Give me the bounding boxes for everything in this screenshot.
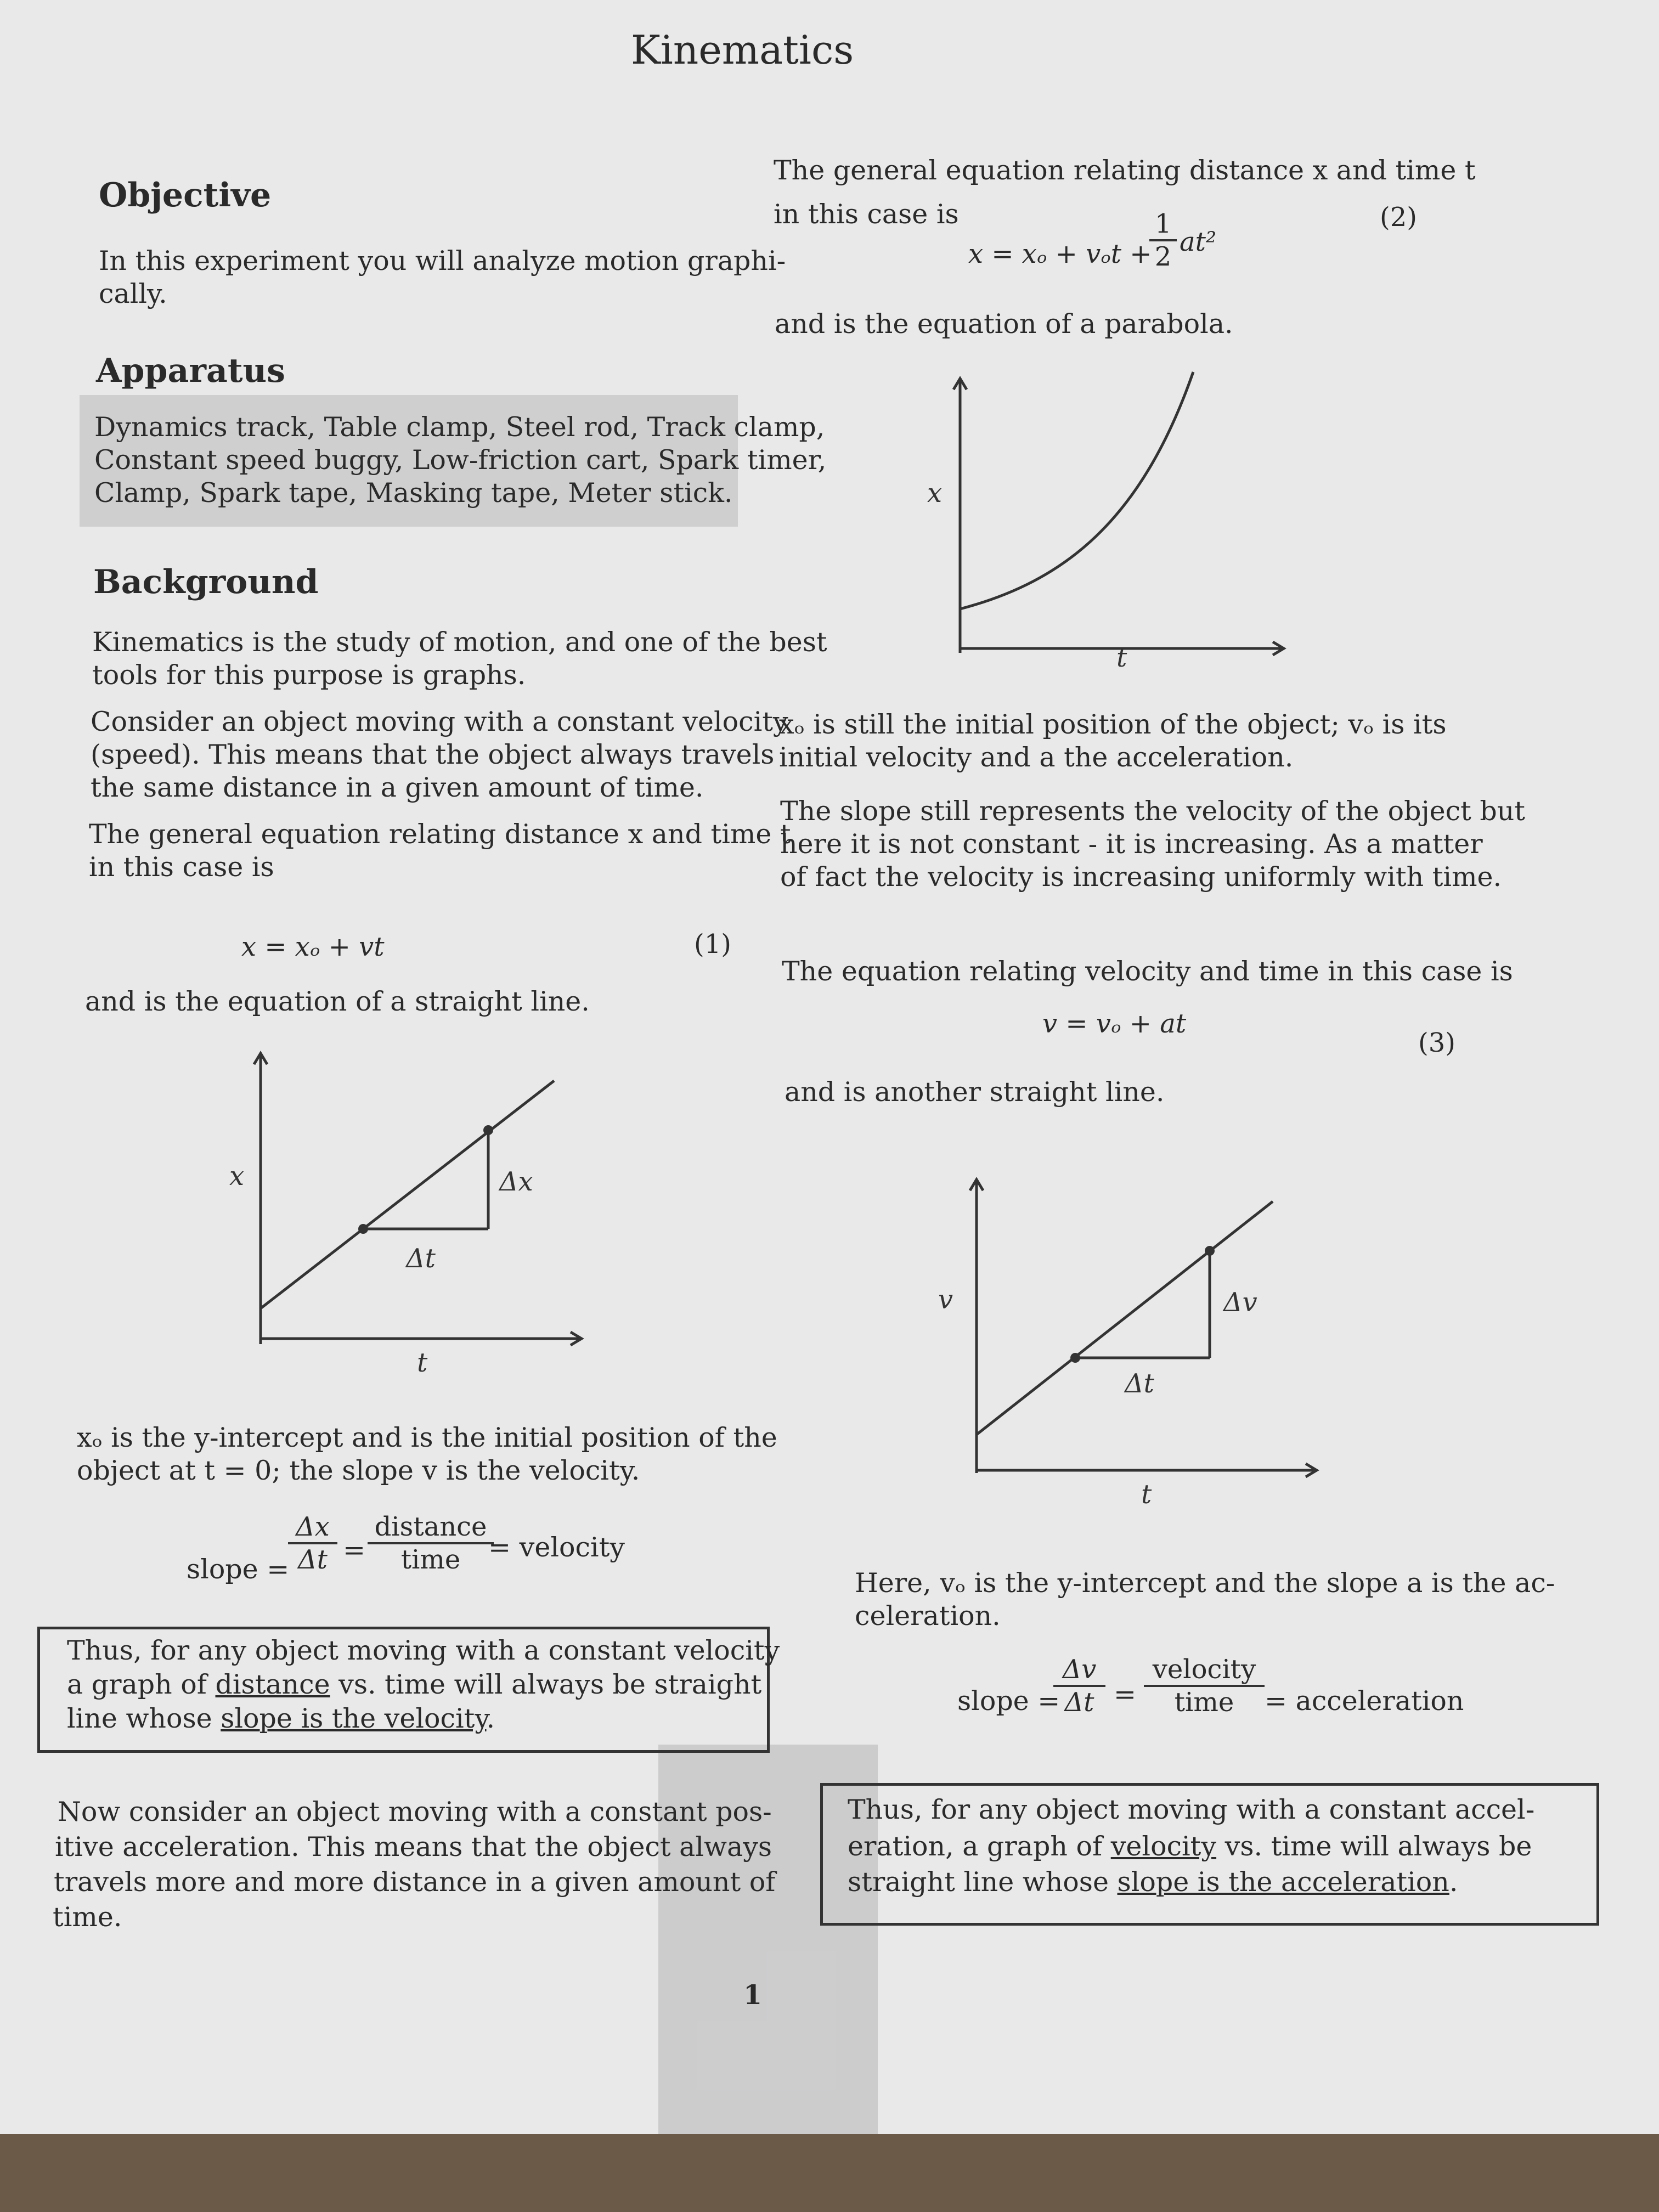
graph1-x-label: t	[417, 1347, 428, 1378]
slope1-equals: =	[343, 1534, 366, 1566]
graph1-y-label: x	[229, 1161, 245, 1192]
page-number: 1	[743, 1979, 763, 2011]
after-eq3-text: and is another straight line.	[785, 1076, 1165, 1108]
slope2-numerator-2: velocity	[1144, 1654, 1265, 1687]
right-p5-line1: Here, vₒ is the y-intercept and the slope a is the ac-	[855, 1567, 1555, 1599]
equation-2-fraction	[1149, 208, 1177, 272]
graph2-x-label: t	[1116, 642, 1127, 673]
bg-p5-line3: travels more and more distance in a given amount of	[54, 1866, 776, 1898]
page-title: Kinematics	[631, 27, 854, 73]
graph3-dv-label: Δv	[1223, 1287, 1257, 1318]
graph3-line	[977, 1201, 1273, 1435]
right-p3-line2: here it is not constant - it is increasing. As a matter	[780, 828, 1483, 860]
graph1-point-1	[358, 1224, 368, 1234]
slope1-numerator-1: Δx	[288, 1511, 337, 1544]
graph1-point-2	[483, 1125, 493, 1135]
bg-p4-line1: xₒ is the y-intercept and is the initial position of the	[77, 1422, 777, 1453]
slope2-equals: =	[1114, 1679, 1137, 1710]
background-heading: Background	[93, 563, 319, 601]
graph1-dx-label: Δx	[499, 1166, 533, 1197]
bg-p5-line1: Now consider an object moving with a constant pos-	[58, 1796, 772, 1827]
apparatus-line2: Constant speed buggy, Low-friction cart, Spark timer,	[94, 444, 827, 476]
slope2-denominator-2: time	[1174, 1687, 1234, 1718]
equation-2-numerator: 1	[1149, 208, 1177, 241]
bg-p5-line2: itive acceleration. This means that the object always	[55, 1831, 772, 1863]
right-p3-line1: The slope still represents the velocity of the object but	[780, 795, 1525, 827]
right-p3-line3: of fact the velocity is increasing uniformly with time.	[780, 861, 1502, 893]
graph3-x-label: t	[1141, 1479, 1152, 1510]
box2-line3: straight line whose slope is the acceleration.	[848, 1866, 1458, 1898]
right-p1-line2: in this case is	[774, 199, 959, 230]
slope1-denominator-1: Δt	[298, 1544, 328, 1575]
bg-p3-line1: The general equation relating distance x and time t	[89, 819, 791, 850]
bg-p2-line2: (speed). This means that the object always travels	[91, 739, 775, 770]
bg-p4-line2: object at t = 0; the slope v is the velocity.	[77, 1455, 640, 1486]
box1-line2: a graph of distance vs. time will always be straight	[67, 1669, 762, 1700]
slope2-numerator-1: Δv	[1053, 1654, 1105, 1687]
after-eq2-text: and is the equation of a parabola.	[775, 308, 1233, 340]
slope2-frac-1	[1053, 1654, 1105, 1718]
slope1-numerator-2: distance	[368, 1511, 494, 1544]
after-eq1-text: and is the equation of a straight line.	[85, 986, 590, 1017]
bg-p1-line2: tools for this purpose is graphs.	[92, 659, 526, 691]
slope1-prefix: slope =	[187, 1554, 290, 1585]
slope2-denominator-1: Δt	[1064, 1687, 1094, 1718]
box1-line3: line whose slope is the velocity.	[67, 1703, 495, 1734]
graph3-dt-label: Δt	[1125, 1368, 1154, 1399]
right-p2-line2: initial velocity and a the acceleration.	[779, 742, 1294, 773]
box2-line1: Thus, for any object moving with a constant accel-	[848, 1794, 1535, 1825]
bg-p5-line4: time.	[53, 1901, 122, 1933]
equation-2-tail: at²	[1180, 227, 1217, 257]
objective-text-line2: cally.	[99, 278, 167, 309]
slope2-prefix: slope =	[957, 1685, 1060, 1717]
slope1-frac-1	[288, 1511, 337, 1575]
objective-text-line1: In this experiment you will analyze motion graphi-	[99, 245, 786, 276]
bg-p2-line3: the same distance in a given amount of time.	[91, 772, 704, 803]
right-p2-line1: xₒ is still the initial position of the object; vₒ is its	[779, 709, 1447, 740]
equation-3-number: (3)	[1418, 1028, 1455, 1058]
graph3-point-1	[1070, 1353, 1080, 1363]
slope2-suffix: = acceleration	[1265, 1685, 1464, 1717]
slope1-frac-2	[368, 1511, 494, 1575]
bg-p3-line2: in this case is	[89, 851, 274, 883]
graph2-y-label: x	[927, 478, 943, 509]
graph2-curve	[960, 372, 1193, 609]
graph-position-linear	[219, 1042, 603, 1383]
slope1-suffix: = velocity	[488, 1532, 625, 1563]
right-p4-line1: The equation relating velocity and time in this case is	[782, 956, 1513, 987]
slope2-frac-2	[1144, 1654, 1265, 1718]
equation-1-number: (1)	[694, 929, 731, 960]
equation-2-denominator: 2	[1154, 241, 1172, 272]
equation-1: x = xₒ + vt	[241, 932, 385, 962]
box2-line2: eration, a graph of velocity vs. time will always be	[848, 1831, 1532, 1862]
graph1-dt-label: Δt	[406, 1243, 436, 1274]
objective-heading: Objective	[99, 176, 272, 215]
graph-position-parabola	[927, 368, 1300, 691]
bg-p2-line1: Consider an object moving with a constant velocity	[91, 706, 788, 737]
right-p1-line1: The general equation relating distance x and time t	[774, 155, 1476, 186]
apparatus-line1: Dynamics track, Table clamp, Steel rod, Track clamp,	[94, 411, 825, 443]
graph-velocity-linear	[938, 1169, 1339, 1520]
slope1-denominator-2: time	[400, 1544, 461, 1575]
equation-2: x = xₒ + vₒt +	[968, 239, 1152, 269]
graph3-point-2	[1205, 1246, 1215, 1256]
bg-p1-line1: Kinematics is the study of motion, and one of the best	[92, 627, 827, 658]
apparatus-heading: Apparatus	[96, 352, 285, 390]
right-p5-line2: celeration.	[855, 1600, 1001, 1632]
equation-3: v = vₒ + at	[1042, 1008, 1187, 1039]
equation-2-number: (2)	[1380, 202, 1417, 233]
box1-line1: Thus, for any object moving with a constant velocity	[67, 1635, 780, 1666]
apparatus-line3: Clamp, Spark tape, Masking tape, Meter stick.	[94, 477, 733, 509]
graph3-y-label: v	[938, 1284, 953, 1315]
